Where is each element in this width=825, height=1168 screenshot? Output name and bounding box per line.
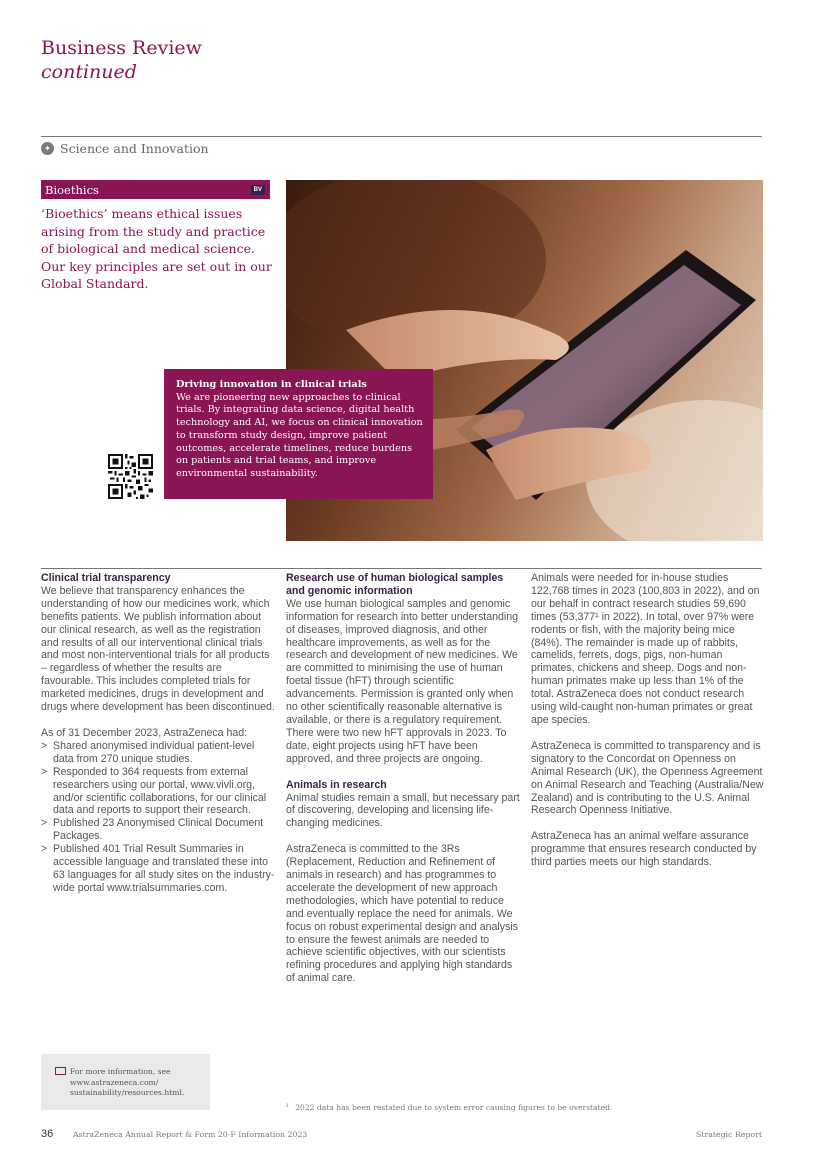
science-icon: ✦ (41, 142, 54, 155)
heading-human-biological-samples: Research use of human biological samples and genomic information (286, 572, 504, 597)
content-divider (41, 568, 762, 569)
more-info-box (41, 1054, 210, 1110)
more-info-link[interactable]: For more information, see www.astrazeneca.com/ sustainability/resources.html. (70, 1067, 185, 1097)
footer-section: Strategic Report (696, 1130, 762, 1139)
footnote-text: 2022 data has been restated due to system error causing figures to be overstated. (295, 1103, 613, 1112)
column-research (286, 572, 520, 985)
paragraph: We use human biological samples and genomic information for research into better understanding of diseases, improved diagnosis, and other healthcare improvements, as well as for the research and development of new medicines. We are committed to minimising the use of human foetal tissue (hFT) through scientific advancements. Permission is granted only when no other scientifically reasonable alternative is available, or there is a regulatory requirement. There were two new hFT approvals in 2023. To date, eight projects using hFT have been approved, and three projects are ongoing. (286, 597, 519, 765)
monitor-icon (55, 1067, 66, 1075)
paragraph: Animal studies remain a small, but necessary part of discovering, developing and licensing life-changing medicines. (286, 791, 520, 830)
section-label-text: Science and Innovation (60, 140, 209, 156)
top-divider (41, 136, 762, 137)
list-item: > Responded to 364 requests from external researchers using our portal, www.vivli.org, and/or scientific collaborations, for our clinical data and reports to support their research. (41, 766, 275, 818)
bioethics-label: Bioethics (45, 182, 99, 197)
bioethics-header (41, 180, 270, 199)
list-item: > Shared anonymised individual patient-level data from 270 unique studies. (41, 740, 275, 766)
footnote-mark: 1 (286, 1103, 290, 1109)
page-number: 36 (41, 1128, 54, 1140)
paragraph: AstraZeneca is committed to transparency and is signatory to the Concordat on Openness on Animal Research (UK), the Openness Agreement on Animal Research and Teaching (Australia/New Zealand) and is contributing to the U.S. Animal Research Openness Initiative. (531, 739, 764, 817)
footer-report-title: AstraZeneca Annual Report & Form 20-F Information 2023 (73, 1130, 308, 1139)
heading-animals-in-research: Animals in research (286, 778, 387, 791)
bv-badge: BV (251, 185, 265, 195)
paragraph: AstraZeneca is committed to the 3Rs (Replacement, Reduction and Refinement of animals in research) and has programmes to accelerate the development of new approach methodologies, which have potential to reduce and eventually replace the need for animals. We focus on robust experimental design and analysis to ensure the fewest animals are needed to achieve scientific objectives, with our scientists refining procedures and applying high standards of animal care. (286, 843, 519, 985)
callout-title: Driving innovation in clinical trials (176, 379, 367, 390)
list-item: > Published 23 Anonymised Clinical Document Packages. (41, 817, 275, 843)
section-label (41, 140, 209, 156)
qr-code-icon[interactable] (108, 454, 153, 499)
achievements-list (41, 740, 275, 895)
column-clinical-trials (41, 572, 275, 895)
column-animals (531, 572, 765, 869)
callout-body: We are pioneering new approaches to clinical trials. By integrating data science, digital health technology and AI, we focus on clinical innovation to transform study design, improve patient outcomes, accelerate timelines, reduce burdens on patients and trial teams, and improve environmental sustainability. (176, 391, 423, 479)
paragraph: AstraZeneca has an animal welfare assurance programme that ensures research conducted by third parties meets our high standards. (531, 830, 757, 869)
page-title: Business Review (41, 37, 202, 59)
callout-box (164, 369, 433, 499)
bioethics-intro: ‘Bioethics’ means ethical issues arising from the study and practice of biological and medical science. Our key principles are set out in our Global Standard. (41, 206, 272, 291)
paragraph: As of 31 December 2023, AstraZeneca had: (41, 726, 248, 739)
page-subtitle: continued (41, 61, 137, 83)
list-item: > Published 401 Trial Result Summaries in accessible language and translated these into 63 languages for all study sites on the industry-wide portal www.trialsummaries.com. (41, 843, 275, 895)
footnote (286, 1103, 612, 1112)
paragraph: Animals were needed for in-house studies 122,768 times in 2023 (100,803 in 2022), and on our behalf in contract research studies 59,690 times (53,377¹ in 2022). In total, over 97% were rodents or fish, with the majority being mice (84%). The remainder is made up of rabbits, camelids, ferrets, dogs, pigs, non-human primates, chickens and sheep. Dogs and non-human primates make up less than 1% of the total. AstraZeneca does not conduct research using wild-caught non-human primates or great ape species. (531, 572, 760, 726)
heading-clinical-trial-transparency: Clinical trial transparency (41, 572, 171, 584)
paragraph: We believe that transparency enhances the understanding of how our medicines work, which benefits patients. We publish information about our clinical research, as well as the registration and results of all our interventional clinical trials and most non-interventional trials for all products – regardless of whether the results are favourable. This includes completed trials for marketed medicines, drugs in development and drugs where development has been discontinued. (41, 584, 275, 714)
